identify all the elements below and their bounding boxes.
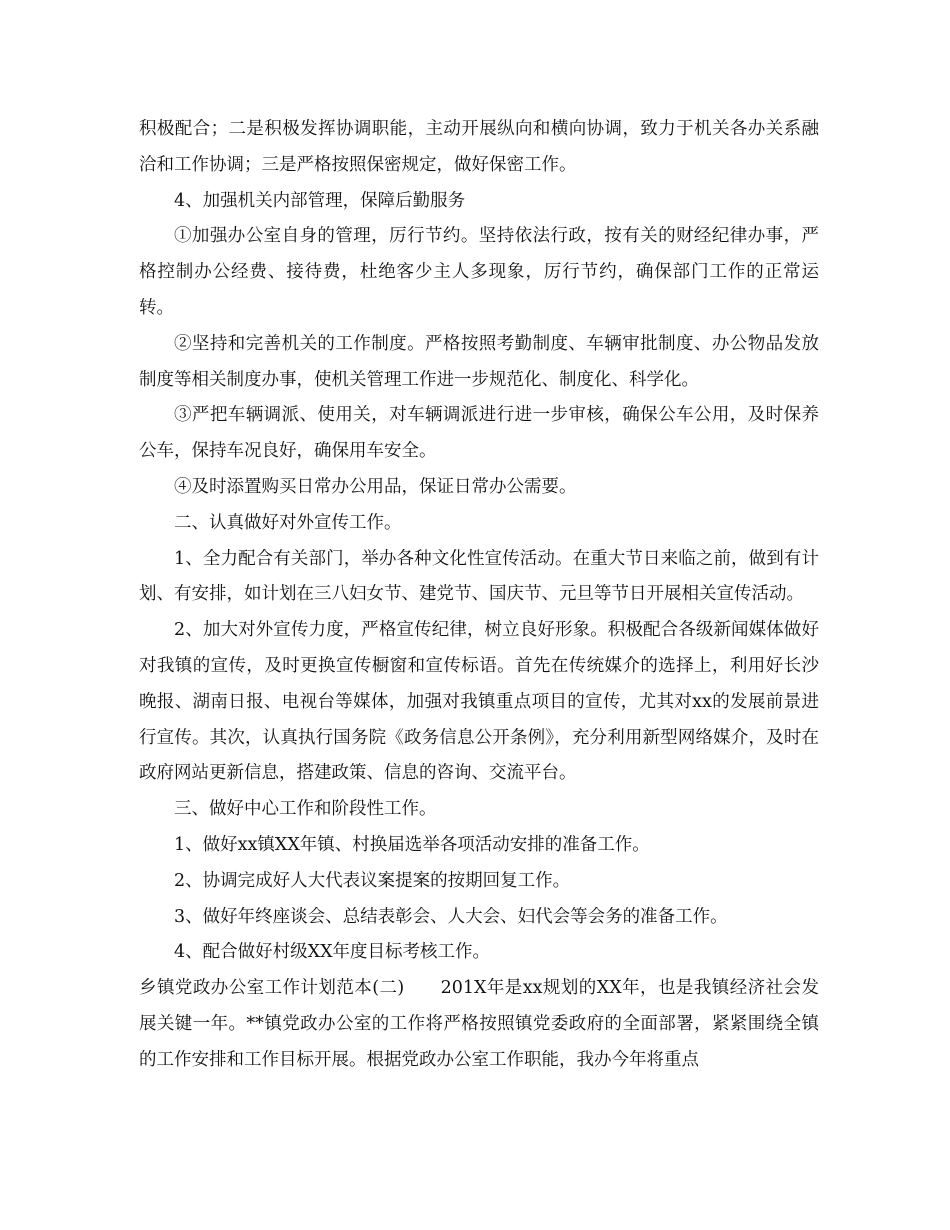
section-heading: 4、加强机关内部管理，保障后勤服务 [174, 190, 466, 211]
list-item: 3、做好年终座谈会、总结表彰会、人大会、妇代会等会务的准备工作。 [174, 906, 728, 927]
paragraph: 乡镇党政办公室工作计划范本(二) 201X年是xx规划的XX年，也是我镇经济社会发展关键一年。**镇党政办公室的工作将严格按照镇党委政府的全面部署，紧紧围绕全镇的工作安排和工作目标开展。根据党政办公室工作职能，我办今年将重点 [139, 978, 819, 1070]
document-body [139, 112, 819, 1079]
list-item: 1、做好xx镇XX年镇、村换届选举各项活动安排的准备工作。 [174, 834, 650, 855]
paragraph: 2、加大对外宣传力度，严格宣传纪律，树立良好形象。积极配合各级新闻媒体做好对我镇的宣传，及时更换宣传橱窗和宣传标语。首先在传统媒介的选择上，利用好长沙晚报、湖南日报、电视台等媒体，加强对我镇重点项目的宣传，尤其对xx的发展前景进行宣传。其次，认真执行国务院《政务信息公开条例》，充分利用新型网络媒介，及时在政府网站更新信息，搭建政策、信息的咨询、交流平台。 [139, 620, 819, 784]
paragraph: ②坚持和完善机关的工作制度。严格按照考勤制度、车辆审批制度、办公物品发放制度等相关制度办事，使机关管理工作进一步规范化、制度化、科学化。 [139, 333, 819, 390]
paragraph: ③严把车辆调派、使用关，对车辆调派进行进一步审核，确保公车公用，及时保养公车，保持车况良好，确保用车安全。 [139, 405, 819, 462]
section-heading: 二、认真做好对外宣传工作。 [174, 512, 402, 533]
section-heading: 三、做好中心工作和阶段性工作。 [174, 799, 437, 820]
paragraph: 1、全力配合有关部门，举办各种文化性宣传活动。在重大节日来临之前，做到有计划、有安排，如计划在三八妇女节、建党节、国庆节、元旦等节日开展相关宣传活动。 [139, 548, 819, 605]
paragraph: ①加强办公室自身的管理，厉行节约。坚持依法行政，按有关的财经纪律办事，严格控制办公经费、接待费，杜绝客少主人多现象，厉行节约，确保部门工作的正常运转。 [139, 226, 819, 318]
paragraph: 积极配合；二是积极发挥协调职能，主动开展纵向和横向协调，致力于机关各办关系融洽和工作协调；三是严格按照保密规定，做好保密工作。 [139, 119, 819, 175]
list-item: 4、配合做好村级XX年度目标考核工作。 [174, 942, 491, 963]
list-item: 2、协调完成好人大代表议案提案的按期回复工作。 [174, 870, 571, 891]
paragraph: ④及时添置购买日常办公用品，保证日常办公需要。 [174, 476, 577, 497]
